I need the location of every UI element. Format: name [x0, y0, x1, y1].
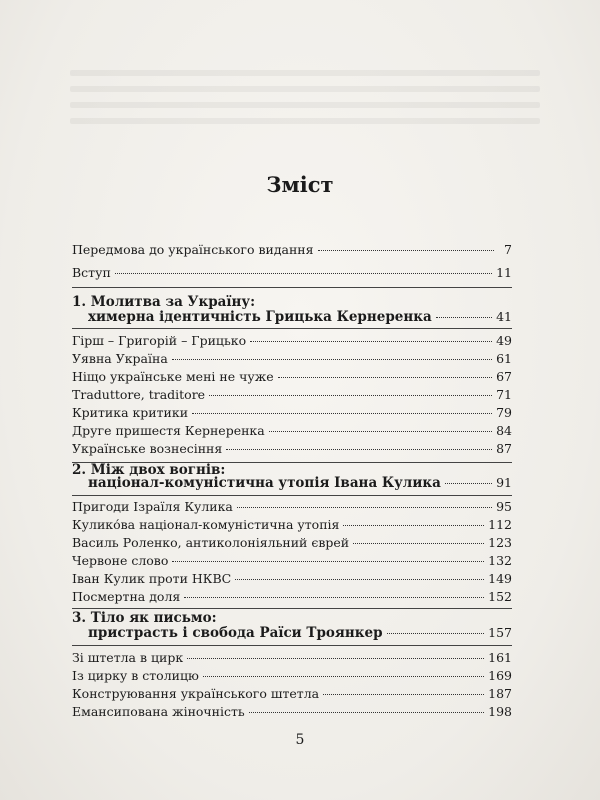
dot-leader [192, 412, 492, 414]
toc-entry [72, 367, 512, 387]
dot-leader [343, 524, 484, 526]
toc-heading: Зміст [266, 172, 334, 197]
toc-entry [72, 702, 512, 722]
toc-entry-label: Із цирку в столицю [72, 668, 199, 683]
dot-leader [250, 340, 492, 342]
bleed-through [70, 102, 540, 108]
part-page: 157 [488, 625, 512, 640]
dot-leader [387, 633, 485, 634]
dot-leader [237, 506, 492, 508]
toc-entry-page: 87 [496, 441, 512, 456]
toc-entry [72, 587, 512, 607]
toc-entry-label: Друге пришестя Кернеренка [72, 423, 265, 438]
toc-entry-page: 152 [488, 589, 512, 604]
part-title-row [72, 473, 512, 493]
part-page: 41 [496, 309, 512, 324]
toc-entry-label: Traduttore, traditore [72, 387, 206, 402]
part-title-line1: 3. Тіло як письмо: [72, 610, 217, 626]
toc-entry [72, 684, 512, 704]
toc-entry-page: 11 [496, 265, 512, 280]
toc-entry-label: Посмертна доля [72, 589, 181, 604]
dot-leader [269, 430, 492, 432]
toc-entry [72, 551, 512, 571]
part-title-line2: химерна ідентичність Грицька Кернеренка [88, 309, 432, 325]
dot-leader [318, 249, 494, 251]
section-divider [72, 287, 512, 288]
toc-entry [72, 569, 512, 589]
toc-entry-label: Іван Кулик проти НКВС [72, 571, 232, 586]
part-title-line1: 1. Молитва за Україну: [72, 294, 256, 310]
dot-leader [445, 483, 492, 484]
toc-entry-page: 84 [496, 423, 512, 438]
toc-entry-label: Гірш – Григорій – Грицько [72, 333, 247, 348]
part-title-line2: націонал-комуністична утопія Івана Кулика [88, 475, 441, 491]
toc-entry-label: Зі штетла в цирк [72, 650, 184, 665]
dot-leader [323, 693, 484, 695]
toc-entry [72, 666, 512, 686]
toc-entry [72, 240, 512, 260]
toc-entry [72, 331, 512, 351]
toc-entry [72, 497, 512, 517]
toc-entry [72, 403, 512, 423]
dot-leader [184, 596, 484, 598]
toc-entry-label: Передмова до українського видання [72, 242, 314, 257]
toc-entry-label: Конструювання українського штетла [72, 686, 320, 701]
section-divider [72, 328, 512, 329]
toc-entry-page: 123 [488, 535, 512, 550]
toc-entry-page: 169 [488, 668, 512, 683]
dot-leader [353, 542, 484, 544]
toc-entry-label: Вступ [72, 265, 111, 280]
dot-leader [235, 578, 484, 580]
dot-leader [249, 711, 484, 713]
toc-entry-page: 49 [496, 333, 512, 348]
toc-entry-label: Ніщо українське мені не чуже [72, 369, 274, 384]
toc-entry [72, 515, 512, 535]
dot-leader [278, 376, 492, 378]
toc-entry-page: 149 [488, 571, 512, 586]
part-title-row [72, 623, 512, 643]
toc-entry-page: 112 [488, 517, 512, 532]
toc-entry-page: 7 [504, 242, 512, 257]
toc-entry-page: 187 [488, 686, 512, 701]
toc-entry-label: Василь Роленко, антиколоніяльний єврей [72, 535, 350, 550]
toc-entry-page: 79 [496, 405, 512, 420]
toc-entry [72, 263, 512, 283]
bleed-through [70, 70, 540, 76]
part-page: 91 [496, 475, 512, 490]
bleed-through [70, 118, 540, 124]
dot-leader [115, 272, 492, 274]
bleed-through [70, 86, 540, 92]
toc-entry-page: 61 [496, 351, 512, 366]
dot-leader [226, 448, 492, 450]
dot-leader [436, 317, 492, 318]
toc-entry-page: 198 [488, 704, 512, 719]
toc-entry [72, 421, 512, 441]
toc-entry-label: Пригоди Ізраїля Кулика [72, 499, 233, 514]
toc-entry-page: 67 [496, 369, 512, 384]
toc-entry-page: 95 [496, 499, 512, 514]
toc-entry [72, 533, 512, 553]
part-title-row [72, 307, 512, 327]
dot-leader [187, 657, 484, 659]
dot-leader [172, 358, 492, 360]
dot-leader [209, 394, 492, 396]
toc-entry-label: Емансипована жіночність [72, 704, 245, 719]
toc-entry [72, 439, 512, 459]
page-number: 5 [295, 732, 305, 748]
section-divider [72, 645, 512, 646]
part-title-line2: пристрасть і свобода Раїси Троянкер [88, 625, 383, 641]
toc-entry-label: Уявна Україна [72, 351, 168, 366]
toc-entry [72, 349, 512, 369]
toc-entry [72, 385, 512, 405]
toc-entry-page: 132 [488, 553, 512, 568]
part-title-line1: 2. Між двох вогнів: [72, 462, 226, 478]
toc-entry-label: Українське вознесіння [72, 441, 223, 456]
dot-leader [172, 560, 484, 562]
toc-entry-label: Червоне слово [72, 553, 169, 568]
toc-entry [72, 648, 512, 668]
toc-entry-page: 161 [488, 650, 512, 665]
dot-leader [203, 675, 484, 677]
section-divider [72, 495, 512, 496]
toc-entry-label: Критика критики [72, 405, 189, 420]
toc-entry-page: 71 [496, 387, 512, 402]
toc-entry-label: Кулико́ва націонал-комуністична утопія [72, 517, 340, 532]
